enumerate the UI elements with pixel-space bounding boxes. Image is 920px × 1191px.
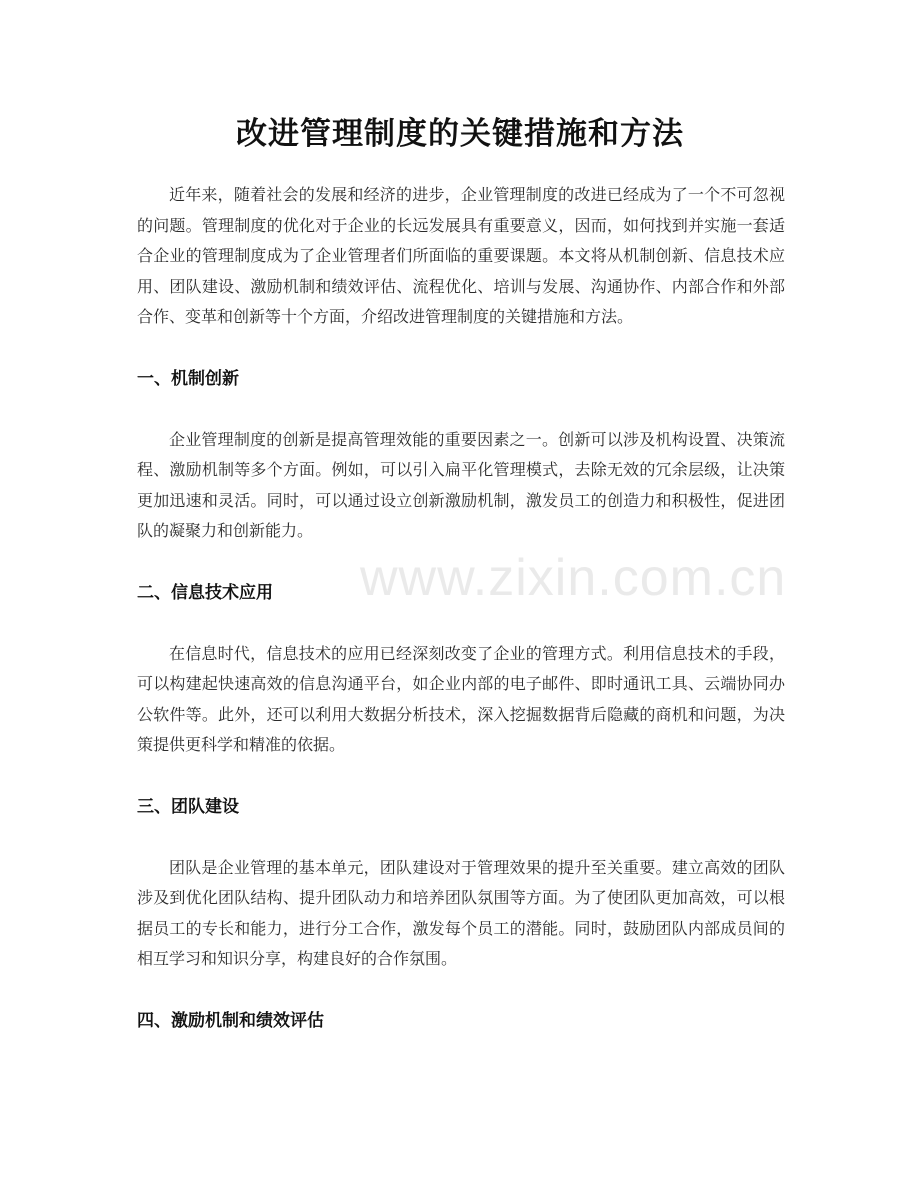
intro-paragraph: 近年来，随着社会的发展和经济的进步，企业管理制度的改进已经成为了一个不可忽视的问题。管理制度的优化对于企业的长远发展具有重要意义，因而，如何找到并实施一套适合企业的管理制度成为了企业管理者们所面临的重要课题。本文将从机制创新、信息技术应用、团队建设、激励机制和绩效评估、流程优化、培训与发展、沟通协作、内部合作和外部合作、变革和创新等十个方面，介绍改进管理制度的关键措施和方法。 xyxy=(137,185,785,326)
section-body-it-application: 在信息时代，信息技术的应用已经深刻改变了企业的管理方式。利用信息技术的手段，可以构建起快速高效的信息沟通平台，如企业内部的电子邮件、即时通讯工具、云端协同办公软件等。此外，还可以利用大数据分析技术，深入挖掘数据背后隐藏的商机和问题，为决策提供更科学和精准的依据。 xyxy=(137,643,785,754)
document-title: 改进管理制度的关键措施和方法 xyxy=(236,116,684,152)
section-body-team-building: 团队是企业管理的基本单元，团队建设对于管理效果的提升至关重要。建立高效的团队涉及到优化团队结构、提升团队动力和培养团队氛围等方面。为了使团队更加高效，可以根据员工的专长和能力，进行分工合作，激发每个员工的潜能。同时，鼓励团队内部成员间的相互学习和知识分享，构建良好的合作氛围。 xyxy=(137,857,785,968)
document-body xyxy=(137,180,785,1067)
watermark: www.zixin.com.cn xyxy=(360,549,787,607)
section-heading-mechanism-innovation: 一、机制创新 xyxy=(137,368,239,389)
section-heading-it-application: 二、信息技术应用 xyxy=(137,582,273,603)
section-body-mechanism-innovation: 企业管理制度的创新是提高管理效能的重要因素之一。创新可以涉及机构设置、决策流程、激励机制等多个方面。例如，可以引入扁平化管理模式，去除无效的冗余层级，让决策更加迅速和灵活。同时，可以通过设立创新激励机制，激发员工的创造力和积极性，促进团队的凝聚力和创新能力。 xyxy=(137,429,785,540)
section-heading-team-building: 三、团队建设 xyxy=(137,796,239,817)
section-heading-incentives-performance: 四、激励机制和绩效评估 xyxy=(137,1010,324,1031)
